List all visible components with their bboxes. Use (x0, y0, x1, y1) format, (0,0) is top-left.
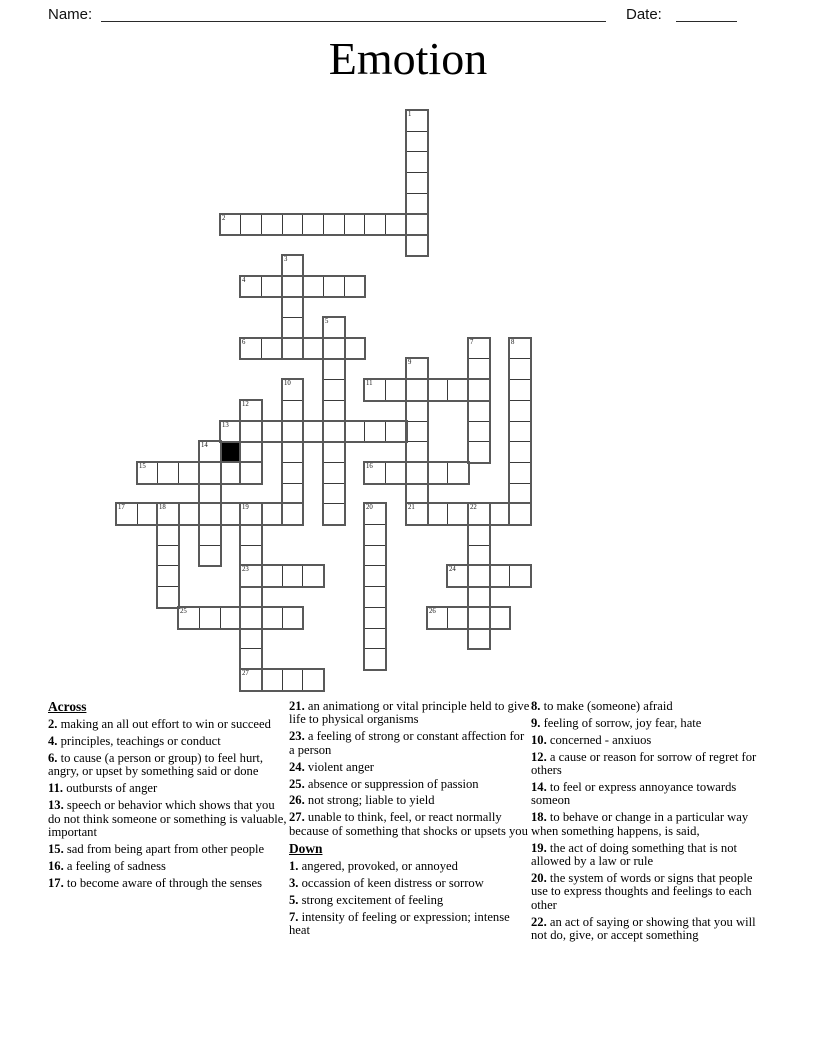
grid-cell[interactable] (240, 586, 262, 608)
clue-item: 5. strong excitement of feeling (289, 892, 444, 907)
grid-cell[interactable] (364, 586, 386, 608)
cell-number: 19 (242, 504, 249, 511)
grid-cell[interactable] (220, 214, 241, 235)
grid-cell[interactable] (364, 462, 386, 484)
grid-cell[interactable] (489, 565, 510, 587)
grid-cell[interactable] (323, 214, 345, 235)
grid-cell[interactable] (364, 503, 386, 525)
grid-cell[interactable] (240, 441, 262, 463)
grid-cell[interactable] (323, 276, 345, 297)
grid-cell[interactable] (157, 565, 179, 587)
grid-cell[interactable] (282, 317, 303, 339)
grid-cell[interactable] (302, 565, 324, 587)
grid-cell[interactable] (323, 379, 345, 401)
grid-cell[interactable] (364, 379, 386, 401)
grid-cell[interactable] (240, 669, 262, 691)
grid-cell[interactable] (199, 441, 221, 463)
grid-cell[interactable] (240, 545, 262, 566)
cell-number: 13 (222, 422, 229, 429)
clue-number: 26. (289, 793, 305, 808)
clue-item: 17. to become aware of through the senses (48, 875, 263, 890)
grid-cell[interactable] (468, 524, 490, 546)
clue-number: 10. (531, 732, 547, 747)
grid-cell[interactable] (447, 503, 469, 525)
clue-item: 14. to feel or express annoyance towards someon (531, 780, 737, 808)
cell-number: 15 (139, 463, 146, 470)
grid-cell[interactable] (323, 358, 345, 380)
grid-cell[interactable] (364, 565, 386, 587)
black-cell (220, 441, 241, 463)
grid-cell[interactable] (406, 400, 428, 422)
grid-cell[interactable] (364, 421, 386, 442)
clue-number: 15. (48, 841, 64, 856)
grid-cell[interactable] (282, 462, 303, 484)
clue-number: 17. (48, 875, 64, 890)
grid-cell[interactable] (240, 462, 262, 484)
grid-cell[interactable] (282, 255, 303, 277)
clue-number: 13. (48, 798, 64, 813)
grid-cell[interactable] (261, 421, 283, 442)
grid-cell[interactable] (406, 110, 428, 132)
cell-number: 24 (449, 566, 456, 573)
grid-cell[interactable] (282, 400, 303, 422)
clue-number: 4. (48, 734, 58, 749)
grid-cell[interactable] (240, 607, 262, 629)
grid-cell[interactable] (406, 234, 428, 256)
clue-item: 8. to make (someone) afraid (531, 699, 673, 713)
grid-cell[interactable] (385, 421, 407, 442)
grid-cell[interactable] (261, 565, 283, 587)
clue-number: 7. (289, 909, 299, 924)
grid-cell[interactable] (199, 607, 221, 629)
grid-cell[interactable] (406, 462, 428, 484)
grid-cell[interactable] (509, 379, 531, 401)
grid-cell[interactable] (220, 421, 241, 442)
grid-cell[interactable] (468, 503, 490, 525)
grid-cell[interactable] (509, 421, 531, 442)
grid-cell[interactable] (199, 503, 221, 525)
cell-number: 8 (511, 339, 515, 346)
grid-cell[interactable] (447, 565, 469, 587)
clue-item: 25. absence or suppression of passion (289, 776, 479, 791)
grid-cell[interactable] (468, 628, 490, 649)
clue-number: 19. (531, 840, 547, 855)
grid-cell[interactable] (406, 483, 428, 504)
clue-item: 12. a cause or reason for sorrow of regret for others (531, 749, 757, 778)
grid-cell[interactable] (261, 607, 283, 629)
grid-cell[interactable] (240, 524, 262, 546)
clue-number: 14. (531, 780, 547, 795)
grid-cell[interactable] (468, 338, 490, 359)
cell-number: 5 (325, 318, 329, 325)
grid-cell[interactable] (282, 296, 303, 318)
grid-cell[interactable] (240, 503, 262, 525)
clue-number: 22. (531, 914, 547, 929)
grid-cell[interactable] (261, 338, 283, 359)
grid-cell[interactable] (220, 607, 241, 629)
grid-cell[interactable] (385, 379, 407, 401)
grid-cell[interactable] (323, 338, 345, 359)
grid-cell[interactable] (302, 338, 324, 359)
clue-number: 21. (289, 699, 305, 713)
grid-cell[interactable] (406, 503, 428, 525)
grid-cell[interactable] (323, 503, 345, 525)
grid-cell[interactable] (302, 276, 324, 297)
grid-cell[interactable] (447, 379, 469, 401)
grid-cell[interactable] (489, 503, 510, 525)
grid-cell[interactable] (157, 503, 179, 525)
clue-item: 4. principles, teachings or conduct (48, 734, 221, 749)
grid-cell[interactable] (178, 503, 200, 525)
cell-number: 9 (408, 359, 412, 366)
grid-cell[interactable] (302, 421, 324, 442)
grid-cell[interactable] (199, 483, 221, 504)
grid-cell[interactable] (468, 441, 490, 463)
grid-cell[interactable] (364, 524, 386, 546)
clue-item: 1. angered, provoked, or annoyed (289, 858, 458, 873)
grid-cell[interactable] (344, 338, 365, 359)
clue-item: 11. outbursts of anger (48, 781, 158, 796)
grid-cell[interactable] (509, 358, 531, 380)
grid-cell[interactable] (509, 441, 531, 463)
grid-cell[interactable] (282, 421, 303, 442)
grid-cell[interactable] (468, 607, 490, 629)
clue-item: 10. concerned - anxiuos (531, 732, 652, 747)
down-header: Down (289, 840, 323, 856)
grid-cell[interactable] (282, 214, 303, 235)
cell-number: 25 (180, 608, 187, 615)
grid-cell[interactable] (406, 172, 428, 194)
cell-number: 2 (222, 215, 226, 222)
grid-cell[interactable] (178, 462, 200, 484)
grid-cell[interactable] (137, 462, 158, 484)
clue-item: 7. intensity of feeling or expression; intense heat (289, 909, 510, 938)
cell-number: 16 (366, 463, 373, 470)
clue-number: 18. (531, 810, 547, 825)
grid-cell[interactable] (468, 586, 490, 608)
clue-item: 15. sad from being apart from other people (48, 841, 265, 856)
grid-cell[interactable] (406, 441, 428, 463)
grid-cell[interactable] (282, 483, 303, 504)
grid-cell[interactable] (220, 462, 241, 484)
clue-item: 21. an animationg or vital principle held to give life to physical organisms (289, 699, 530, 727)
grid-cell[interactable] (240, 648, 262, 670)
grid-cell[interactable] (157, 524, 179, 546)
clue-item: 2. making an all out effort to win or succeed (48, 717, 271, 732)
grid-cell[interactable] (468, 545, 490, 566)
grid-cell[interactable] (157, 545, 179, 566)
clue-item: 23. a feeling of strong or constant affection for a person (289, 729, 525, 757)
grid-cell[interactable] (344, 276, 365, 297)
grid-cell[interactable] (427, 503, 448, 525)
across-header: Across (48, 699, 87, 714)
cell-number: 10 (284, 380, 291, 387)
page-title: Emotion (328, 33, 488, 84)
clue-number: 5. (289, 892, 299, 907)
clue-item: 27. unable to think, feel, or react normally because of something that shocks or upsets you (289, 810, 528, 838)
clue-number: 8. (531, 699, 541, 713)
grid-cell[interactable] (240, 421, 262, 442)
cell-number: 21 (408, 504, 415, 511)
clue-item: 3. occassion of keen distress or sorrow (289, 875, 484, 890)
clues-column-3 (531, 700, 772, 946)
grid-cell[interactable] (406, 131, 428, 152)
grid-cell[interactable] (323, 400, 345, 422)
grid-cell[interactable] (323, 441, 345, 463)
grid-cell[interactable] (509, 483, 531, 504)
grid-cell[interactable] (509, 400, 531, 422)
clue-item: 22. an act of saying or showing that you will not do, give, or accept something (531, 914, 756, 942)
clues-column-2 (289, 700, 530, 941)
grid-cell[interactable] (323, 462, 345, 484)
grid-cell[interactable] (261, 503, 283, 525)
grid-cell[interactable] (282, 669, 303, 691)
cell-number: 4 (242, 277, 246, 284)
grid-cell[interactable] (240, 565, 262, 587)
grid-cell[interactable] (240, 276, 262, 297)
clue-number: 23. (289, 729, 305, 744)
clue-item: 16. a feeling of sadness (48, 858, 166, 873)
grid-cell[interactable] (282, 607, 303, 629)
clues-column-1 (48, 700, 289, 894)
grid-cell[interactable] (406, 379, 428, 401)
grid-cell[interactable] (344, 421, 365, 442)
grid-cell[interactable] (261, 276, 283, 297)
clue-item: 26. not strong; liable to yield (289, 793, 435, 808)
grid-cell[interactable] (509, 565, 531, 587)
clue-item: 9. feeling of sorrow, joy fear, hate (531, 715, 702, 730)
cell-number: 18 (159, 504, 166, 511)
clue-number: 12. (531, 749, 547, 764)
grid-cell[interactable] (468, 379, 490, 401)
grid-cell[interactable] (364, 648, 386, 670)
grid-cell[interactable] (427, 607, 448, 629)
grid-cell[interactable] (364, 545, 386, 566)
grid-cell[interactable] (261, 214, 283, 235)
cell-number: 11 (366, 380, 373, 387)
grid-cell[interactable] (447, 462, 469, 484)
grid-cell[interactable] (406, 358, 428, 380)
grid-cell[interactable] (282, 276, 303, 297)
cell-number: 3 (284, 256, 288, 263)
grid-cell[interactable] (178, 607, 200, 629)
grid-cell[interactable] (468, 358, 490, 380)
clue-number: 11. (48, 781, 64, 796)
grid-cell[interactable] (509, 462, 531, 484)
grid-cell[interactable] (240, 338, 262, 359)
grid-cell[interactable] (240, 628, 262, 649)
grid-cell[interactable] (157, 462, 179, 484)
cell-number: 12 (242, 401, 249, 408)
clue-item: 18. to behave or change in a particular way when something happens, is said, (531, 810, 749, 838)
cell-number: 17 (118, 504, 125, 511)
grid-cell[interactable] (137, 503, 158, 525)
grid-cell[interactable] (116, 503, 138, 525)
cell-number: 23 (242, 566, 249, 573)
grid-cell[interactable] (364, 214, 386, 235)
clue-number: 9. (531, 715, 541, 730)
clue-number: 2. (48, 717, 58, 732)
grid-cell[interactable] (427, 462, 448, 484)
grid-cell[interactable] (406, 193, 428, 215)
clue-item: 19. the act of doing something that is not allowed by a law or rule (531, 840, 738, 868)
clue-number: 27. (289, 810, 305, 825)
clue-item: 6. to cause (a person or group) to feel hurt, angry, or upset by something said or done (48, 751, 264, 779)
grid-cell[interactable] (509, 338, 531, 359)
grid-cell[interactable] (282, 565, 303, 587)
clue-number: 20. (531, 870, 547, 885)
grid-cell[interactable] (282, 503, 303, 525)
cell-number: 14 (201, 442, 208, 449)
clue-item: 24. violent anger (289, 759, 374, 774)
clue-item: 20. the system of words or signs that people use to express thoughts and feelings to each other (531, 870, 753, 912)
grid-cell[interactable] (282, 379, 303, 401)
clue-number: 24. (289, 759, 305, 774)
cell-number: 22 (470, 504, 477, 511)
cell-number: 6 (242, 339, 246, 346)
grid-cell[interactable] (282, 441, 303, 463)
grid-cell[interactable] (199, 545, 221, 566)
date-label: Date: (626, 6, 662, 23)
clue-number: 6. (48, 751, 58, 766)
grid-cell[interactable] (364, 628, 386, 649)
grid-cell[interactable] (157, 586, 179, 608)
grid-cell[interactable] (261, 669, 283, 691)
grid-cell[interactable] (344, 214, 365, 235)
clue-number: 3. (289, 875, 299, 890)
grid-cell[interactable] (323, 317, 345, 339)
grid-cell[interactable] (282, 338, 303, 359)
grid-cell[interactable] (199, 524, 221, 546)
cell-number: 1 (408, 111, 412, 118)
grid-cell[interactable] (468, 400, 490, 422)
name-label: Name: (48, 6, 93, 23)
grid-cell[interactable] (509, 503, 531, 525)
grid-cell[interactable] (406, 421, 428, 442)
grid-cell[interactable] (240, 214, 262, 235)
grid-cell[interactable] (302, 214, 324, 235)
clue-number: 1. (289, 858, 299, 873)
clue-number: 25. (289, 776, 305, 791)
grid-cell[interactable] (199, 462, 221, 484)
grid-cell[interactable] (302, 669, 324, 691)
cell-number: 7 (470, 339, 474, 346)
grid-cell[interactable] (447, 607, 469, 629)
cell-number: 26 (429, 608, 436, 615)
grid-cell[interactable] (240, 400, 262, 422)
grid-cell[interactable] (323, 483, 345, 504)
grid-cell[interactable] (385, 462, 407, 484)
cell-number: 20 (366, 504, 373, 511)
grid-cell[interactable] (323, 421, 345, 442)
grid-cell[interactable] (468, 421, 490, 442)
clue-item: 13. speech or behavior which shows that you do not think someone or something is valuable, important (48, 798, 287, 839)
grid-cell[interactable] (489, 607, 510, 629)
grid-cell[interactable] (468, 565, 490, 587)
grid-cell[interactable] (364, 607, 386, 629)
grid-cell[interactable] (406, 214, 428, 235)
grid-cell[interactable] (427, 379, 448, 401)
grid-cell[interactable] (220, 503, 241, 525)
clue-number: 16. (48, 858, 64, 873)
grid-cell[interactable] (406, 151, 428, 173)
cell-number: 27 (242, 670, 249, 677)
grid-cell[interactable] (385, 214, 407, 235)
